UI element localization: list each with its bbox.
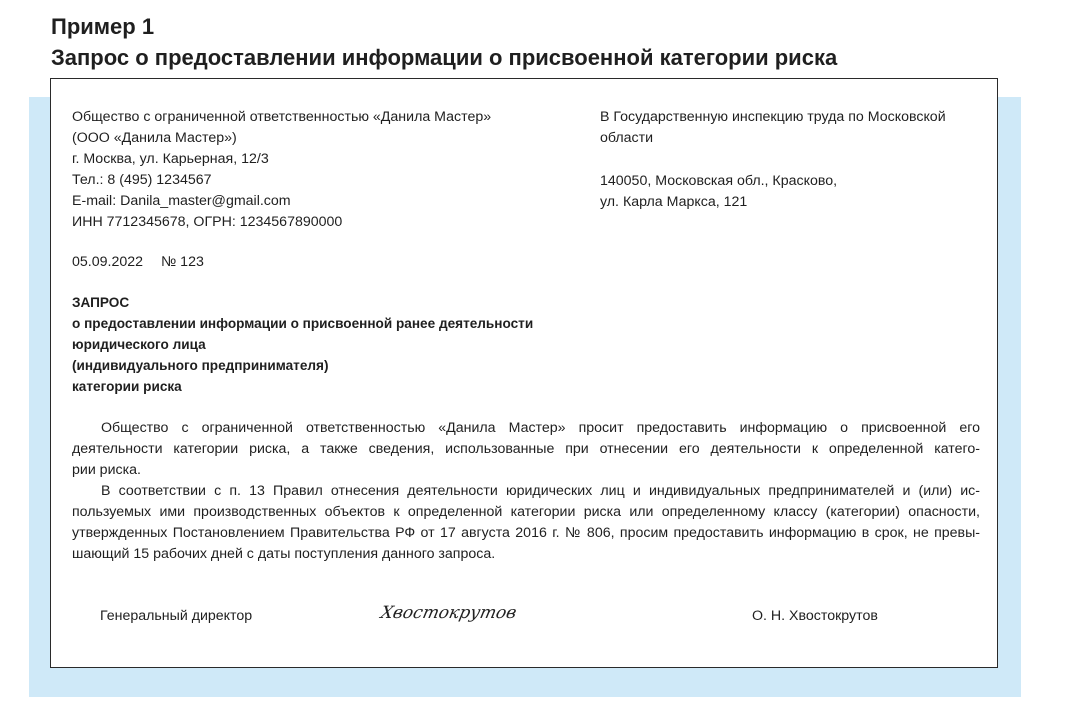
document-body bbox=[72, 418, 980, 565]
sender-line: E-mail: Danila_master@gmail.com bbox=[72, 193, 291, 209]
recipient-name-line: В Государственную инспекцию труда по Московской bbox=[600, 109, 946, 125]
title-line: ЗАПРОС bbox=[72, 295, 130, 310]
title-line: (индивидуального предпринимателя) bbox=[72, 358, 329, 373]
title-line: о предоставлении информации о присвоенной ранее деятельности bbox=[72, 316, 534, 331]
document-number: № 123 bbox=[161, 254, 204, 270]
paragraph-1-line: деятельности категории риска, а также сведения, использованные при отнесении его деятельности к определенной катего- bbox=[72, 441, 980, 457]
title-line: категории риска bbox=[72, 379, 182, 394]
title-line: юридического лица bbox=[72, 337, 206, 352]
paragraph-2-line: пользуемых ими производственных объектов к определенной категории риска или определенному классу (категории) опасности, bbox=[72, 504, 980, 520]
example-caption: Запрос о предоставлении информации о присвоенной категории риска bbox=[51, 45, 838, 70]
sender-line: ИНН 7712345678, ОГРН: 1234567890000 bbox=[72, 214, 343, 230]
date-number-line bbox=[72, 252, 204, 273]
sender-block bbox=[72, 107, 491, 233]
signatory-role: Генеральный директор bbox=[100, 608, 253, 624]
recipient-address-line: ул. Карла Маркса, 121 bbox=[600, 194, 748, 210]
paragraph-2-line: шающий 15 рабочих дней с даты поступления данного запроса. bbox=[72, 546, 496, 562]
sender-line: (ООО «Данила Мастер») bbox=[72, 130, 237, 146]
sender-line: Общество с ограниченной ответственностью «Данила Мастер» bbox=[72, 109, 492, 125]
paragraph-1-line: Общество с ограниченной ответственностью «Данила Мастер» просит предоставить информацию о присвоенной его bbox=[101, 420, 980, 436]
sender-line: Тел.: 8 (495) 1234567 bbox=[72, 172, 212, 188]
letter-document bbox=[50, 78, 998, 668]
paragraph-2-line: утвержденных Постановлением Правительства РФ от 17 августа 2016 г. № 806, просим предоставить информацию в срок, не превы- bbox=[72, 525, 980, 541]
signatory-name: О. Н. Хвостокрутов bbox=[752, 608, 878, 624]
recipient-address-line: 140050, Московская обл., Красково, bbox=[600, 173, 838, 189]
recipient-block bbox=[600, 107, 946, 213]
paragraph-2-line: В соответствии с п. 13 Правил отнесения деятельности юридических лиц и индивидуальных предпринимателей и (или) ис- bbox=[101, 483, 980, 499]
document-title bbox=[72, 292, 533, 397]
recipient-name-line: области bbox=[600, 130, 654, 146]
sender-line: г. Москва, ул. Карьерная, 12/3 bbox=[72, 151, 269, 167]
example-label: Пример 1 bbox=[51, 14, 155, 39]
document-date: 05.09.2022 bbox=[72, 254, 144, 270]
paragraph-1-line: рии риска. bbox=[72, 462, 141, 478]
handwritten-signature: Хвостокрутов bbox=[378, 603, 519, 623]
